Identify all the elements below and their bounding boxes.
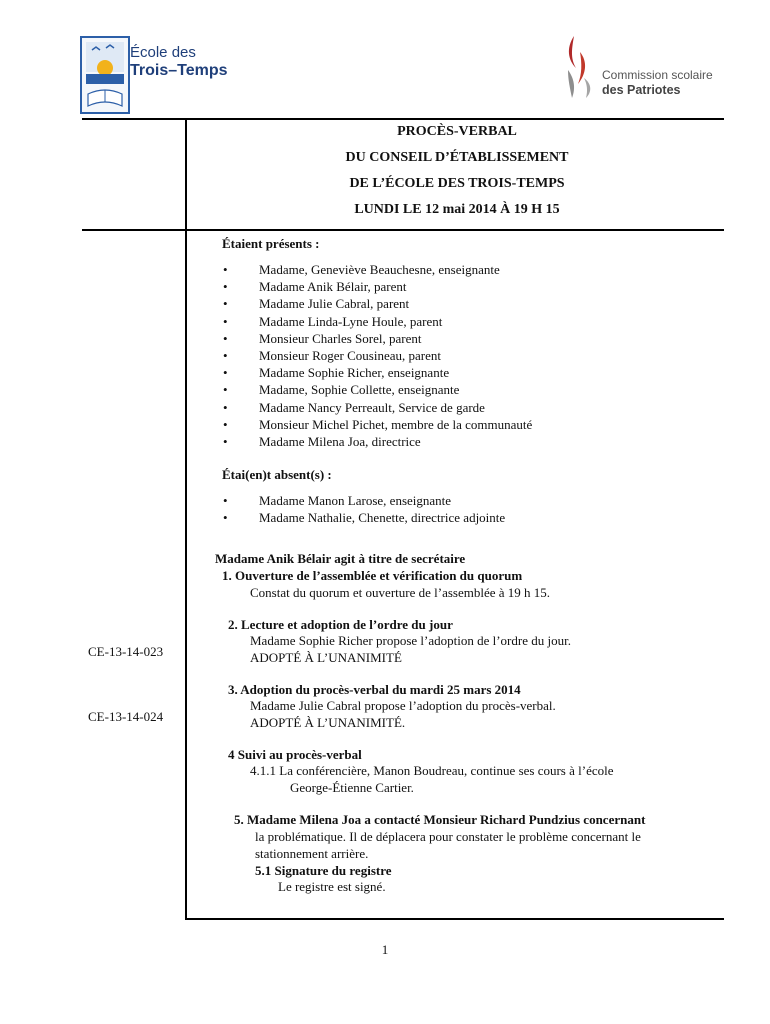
page-number: 1 [381,942,389,957]
doc-title-line4: LUNDI LE 12 mai 2014 À 19 H 15 [354,202,560,217]
doc-title-line2: DU CONSEIL D’ÉTABLISSEMENT [345,150,569,165]
flame-leaf-icon [560,34,600,100]
section-5-1-body: Le registre est signé. [278,879,386,894]
section-2-title: 2. Lecture et adoption de l’ordre du jour [228,617,453,632]
list-item: • Madame Anik Bélair, parent [223,278,532,295]
section-5-body-1: la problématique. Il de déplacera pour constater le problème concernant le [255,829,641,844]
present-list [223,261,532,450]
section-4-body-2: George-Étienne Cartier. [290,780,414,795]
school-logo [80,36,228,114]
section-3-body-2: ADOPTÉ À L’UNANIMITÉ. [250,715,406,730]
present-heading: Étaient présents : [222,236,320,251]
doc-title-line1: PROCÈS-VERBAL [397,124,517,139]
list-item: • Monsieur Charles Sorel, parent [223,330,532,347]
section-5-1-title: 5.1 Signature du registre [255,863,392,878]
section-2-body-1: Madame Sophie Richer propose l’adoption de l’ordre du jour. [250,633,571,648]
section-1-title: 1. Ouverture de l’assemblée et vérification du quorum [222,568,523,583]
section-4-body-1: 4.1.1 La conférencière, Manon Boudreau, continue ses cours à l’école [250,763,614,778]
resolution-code-024: CE-13-14-024 [88,709,164,724]
secretary-line: Madame Anik Bélair agit à titre de secrétaire [215,551,466,566]
section-2-body-2: ADOPTÉ À L’UNANIMITÉ [250,650,402,665]
list-item: • Madame Milena Joa, directrice [223,433,532,450]
section-3-body-1: Madame Julie Cabral propose l’adoption du procès-verbal. [250,698,556,713]
doc-title-line3: DE L’ÉCOLE DES TROIS-TEMPS [349,176,565,191]
absent-heading: Étai(en)t absent(s) : [222,467,332,482]
absent-list [223,492,505,526]
board-logo-line1: Commission scolaire [602,68,713,82]
list-item: • Monsieur Michel Pichet, membre de la communauté [223,416,532,433]
board-logo [560,34,730,100]
school-logo-line1: École des [130,44,196,61]
list-item: • Madame Nancy Perreault, Service de garde [223,399,532,416]
list-item: • Madame, Sophie Collette, enseignante [223,381,532,398]
book-sun-icon [82,38,128,112]
section-4-title: 4 Suivi au procès-verbal [228,747,362,762]
section-5-body-2: stationnement arrière. [255,846,369,861]
list-item: • Madame, Geneviève Beauchesne, enseignante [223,261,532,278]
list-item: • Madame Manon Larose, enseignante [223,492,505,509]
list-item: • Madame Nathalie, Chenette, directrice adjointe [223,509,505,526]
school-logo-line2: Trois–Temps [130,62,228,79]
section-1-body: Constat du quorum et ouverture de l’assemblée à 19 h 15. [250,585,551,600]
bottom-rule [185,918,724,920]
school-logo-emblem [80,36,130,114]
section-5-title: 5. Madame Milena Joa a contacté Monsieur Richard Pundzius concernant [234,812,646,827]
list-item: • Madame Linda-Lyne Houle, parent [223,313,532,330]
board-logo-line2: des Patriotes [602,83,681,97]
resolution-code-023: CE-13-14-023 [88,644,164,659]
header-rule [82,229,724,231]
list-item: • Madame Sophie Richer, enseignante [223,364,532,381]
section-3-title: 3. Adoption du procès-verbal du mardi 25 mars 2014 [228,682,521,697]
top-rule [82,118,724,120]
list-item: • Madame Julie Cabral, parent [223,295,532,312]
list-item: • Monsieur Roger Cousineau, parent [223,347,532,364]
column-divider [185,118,187,920]
